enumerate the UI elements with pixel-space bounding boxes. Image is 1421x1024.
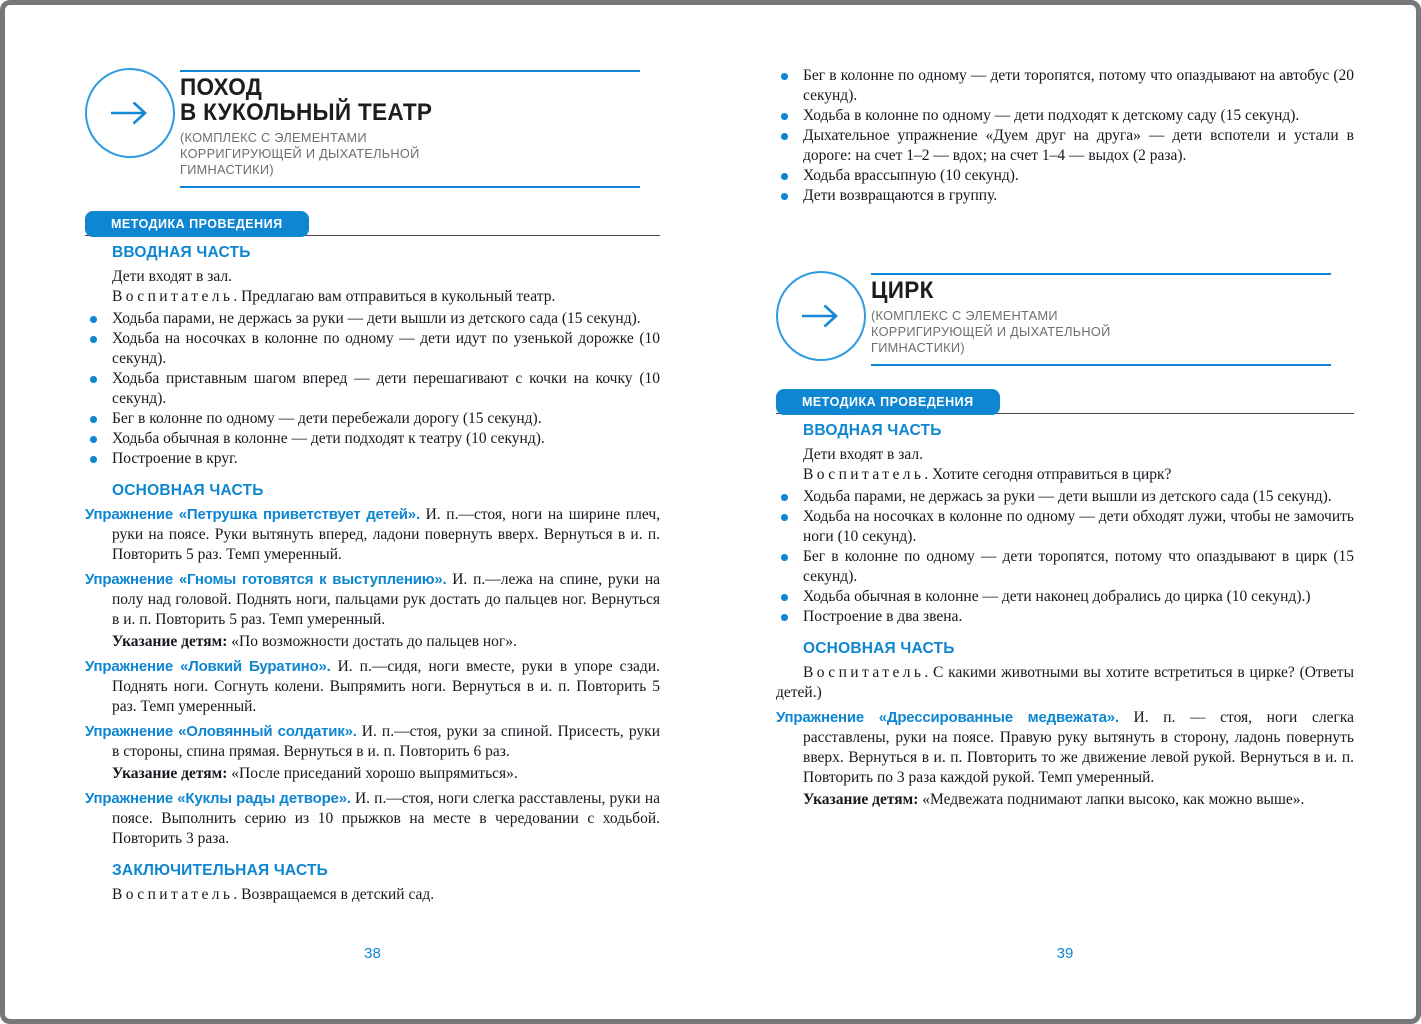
chapter-header (776, 263, 1354, 366)
section-heading (803, 422, 1354, 440)
instruction-note-lead: Указание детям: (112, 765, 228, 782)
section-heading (112, 482, 660, 500)
speaker-paragraph: Воспитатель. Возвращаемся в детский сад. (112, 886, 435, 903)
chapter-rule-bottom (180, 186, 640, 188)
bullet-item: Ходьба на носочках в колонне по одному — дети идут по узенькой дорожке (10 секунд). (85, 329, 660, 369)
exercise-name: Упражнение «Гномы готовятся к выступлению». (85, 571, 447, 588)
arrow-right-circle-icon (85, 68, 175, 158)
exercise-paragraph: Упражнение «Гномы готовятся к выступлению». И. п.—лежа на спине, руки на полу над головой. Поднять ноги, пальцами рук достать до пальцев ног. Вернуться в и. п. Повторить 5 раз. Темп умеренный. (85, 571, 660, 628)
instruction-note-lead: Указание детям: (112, 633, 228, 650)
section-heading (803, 640, 1354, 658)
section-heading (112, 862, 660, 880)
bullet-item: Ходьба парами, не держась за руки — дети вышли из детского сада (15 секунд). (776, 487, 1354, 507)
chapter-subtitle-line: ГИМНАСТИКИ) (180, 162, 274, 177)
chapter-subtitle (180, 130, 640, 178)
exercise-name: Упражнение «Оловянный солдатик». (85, 723, 357, 740)
instruction-note-lead: Указание детям: (803, 791, 919, 808)
section-heading-label: ВВОДНАЯ ЧАСТЬ (803, 422, 942, 439)
exercise-name: Упражнение «Куклы рады детворе». (85, 790, 351, 807)
bullet-item: Бег в колонне по одному — дети торопятся, потому что опаздывают на автобус (20 секунд). (776, 66, 1354, 106)
bullet-list (776, 487, 1354, 627)
speaker-paragraph: Воспитатель. Хотите сегодня отправиться в цирк? (803, 466, 1172, 483)
instruction-note: Указание детям: «Медвежата поднимают лапки высоко, как можно выше». (803, 791, 1305, 808)
bullet-item: Ходьба приставным шагом вперед — дети перешагивают с кочки на кочку (10 секунд). (85, 369, 660, 409)
speaker-name: Воспитатель (803, 664, 925, 681)
bullet-item: Ходьба в колонне по одному — дети подходят к детскому саду (15 секунд). (776, 106, 1354, 126)
exercise-paragraph: Упражнение «Петрушка приветствует детей». И. п.—стоя, ноги на ширине плеч, руки на поясе. Руки вытянуть вперед, ладони повернуть вверх. Вернуться в и. п. Повторить 5 раз. Темп умеренный. (85, 506, 660, 563)
bullet-item: Бег в колонне по одному — дети торопятся, потому что опаздывают в цирк (15 секунд). (776, 547, 1354, 587)
chapter-title-line: В КУКОЛЬНЫЙ ТЕАТР (180, 99, 433, 126)
chapter-subtitle-line: ГИМНАСТИКИ) (871, 340, 965, 355)
method-badge (85, 211, 309, 237)
method-badge-label: МЕТОДИКА ПРОВЕДЕНИЯ (802, 394, 974, 409)
chapter-title-line: ПОХОД (180, 74, 263, 101)
chapter-title (180, 75, 640, 125)
bullet-list (776, 66, 1354, 206)
bullet-item: Построение в круг. (85, 449, 660, 469)
page-number: 39 (1056, 945, 1074, 962)
section-heading-label: ОСНОВНАЯ ЧАСТЬ (112, 482, 264, 499)
page-content-right (776, 66, 1354, 810)
exercise-paragraph: Упражнение «Куклы рады детворе». И. п.—стоя, ноги слегка расставлены, руки на поясе. Выполнить серию из 10 прыжков на месте в чередовании с ходьбой. Повторить 3 раза. (85, 790, 660, 847)
speaker-name: Воспитатель (803, 466, 925, 483)
chapter-subtitle-line: (КОМПЛЕКС С ЭЛЕМЕНТАМИ (180, 130, 367, 145)
bullet-item: Дыхательное упражнение «Дуем друг на друга» — дети вспотели и устали в дороге: на счет 1–2 — вдох; на счет 1–4 — выдох (2 раза). (776, 126, 1354, 166)
arrow-right-circle-icon (776, 271, 866, 361)
bullet-item: Построение в два звена. (776, 607, 1354, 627)
chapter-header (85, 60, 660, 188)
chapter-header-text (180, 60, 640, 188)
exercise-name: Упражнение «Дрессированные медвежата». (776, 709, 1119, 726)
speaker-paragraph: Воспитатель. С какими животными вы хотите встретиться в цирке? (Ответы детей.) (776, 664, 1354, 701)
section-heading-label: ЗАКЛЮЧИТЕЛЬНАЯ ЧАСТЬ (112, 862, 328, 879)
section-heading (112, 244, 660, 262)
chapter-header-text (871, 263, 1331, 366)
chapter-title-line: ЦИРК (871, 277, 934, 304)
method-badge-row (776, 387, 1354, 414)
instruction-note: Указание детям: «По возможности достать до пальцев ног». (112, 633, 517, 650)
exercise-paragraph: Упражнение «Дрессированные медвежата». И. п. — стоя, ноги слегка расставлены, руки на поясе. Правую руку вытянуть в сторону, ладонь повернуть вверх. Вернуться в и. п. Повторить то же движение левой рукой. Вернуться в и. п. Повторить по 3 раза каждой рукой. Темп умеренный. (776, 709, 1354, 786)
method-badge (776, 389, 1000, 415)
bullet-item: Ходьба на носочках в колонне по одному — дети обходят лужи, чтобы не замочить ноги (10 секунд). (776, 507, 1354, 547)
section-heading-label: ВВОДНАЯ ЧАСТЬ (112, 244, 251, 261)
body-paragraph: Дети входят в зал. (803, 446, 923, 463)
page-38 (85, 60, 660, 980)
exercise-name: Упражнение «Петрушка приветствует детей». (85, 506, 420, 523)
method-badge-row (85, 209, 660, 236)
chapter-title (871, 278, 1331, 303)
chapter-subtitle-line: КОРРИГИРУЮЩЕЙ И ДЫХАТЕЛЬНОЙ (180, 146, 420, 161)
page-number: 38 (364, 945, 381, 962)
bullet-list (85, 309, 660, 469)
chapter-subtitle (871, 308, 1331, 356)
chapter-rule-top (871, 273, 1331, 275)
bullet-item: Ходьба врассыпную (10 секунд). (776, 166, 1354, 186)
exercise-paragraph: Упражнение «Оловянный солдатик». И. п.—стоя, руки за спиной. Присесть, руки в стороны, спина прямая. Вернуться в и. п. Повторить 6 раз. (85, 723, 661, 760)
bullet-item: Дети возвращаются в группу. (776, 186, 1354, 206)
chapter-subtitle-line: КОРРИГИРУЮЩЕЙ И ДЫХАТЕЛЬНОЙ (871, 324, 1111, 339)
chapter-subtitle-line: (КОМПЛЕКС С ЭЛЕМЕНТАМИ (871, 308, 1058, 323)
chapter-rule-top (180, 70, 640, 72)
page-content-left (85, 60, 660, 905)
speaker-name: Воспитатель (112, 886, 234, 903)
exercise-name: Упражнение «Ловкий Буратино». (85, 658, 331, 675)
bullet-item: Ходьба парами, не держась за руки — дети вышли из детского сада (15 секунд). (85, 309, 660, 329)
bullet-item: Ходьба обычная в колонне — дети подходят к театру (10 секунд). (85, 429, 660, 449)
chapter-rule-bottom (871, 364, 1331, 366)
bullet-item: Бег в колонне по одному — дети перебежали дорогу (15 секунд). (85, 409, 660, 429)
body-paragraph: Дети входят в зал. (112, 268, 232, 285)
section-heading-label: ОСНОВНАЯ ЧАСТЬ (803, 640, 955, 657)
speaker-name: Воспитатель (112, 288, 234, 305)
page-39 (776, 64, 1354, 980)
instruction-note: Указание детям: «После приседаний хорошо выпрямиться». (112, 765, 518, 782)
speaker-paragraph: Воспитатель. Предлагаю вам отправиться в кукольный театр. (112, 288, 556, 305)
method-badge-label: МЕТОДИКА ПРОВЕДЕНИЯ (111, 216, 283, 231)
exercise-paragraph: Упражнение «Ловкий Буратино». И. п.—сидя, ноги вместе, руки в упоре сзади. Поднять ноги. Согнуть колени. Выпрямить ноги. Вернуться в и. п. Повторить 5 раз. Темп умеренный. (85, 658, 660, 715)
bullet-item: Ходьба обычная в колонне — дети наконец добрались до цирка (10 секунд).) (776, 587, 1354, 607)
